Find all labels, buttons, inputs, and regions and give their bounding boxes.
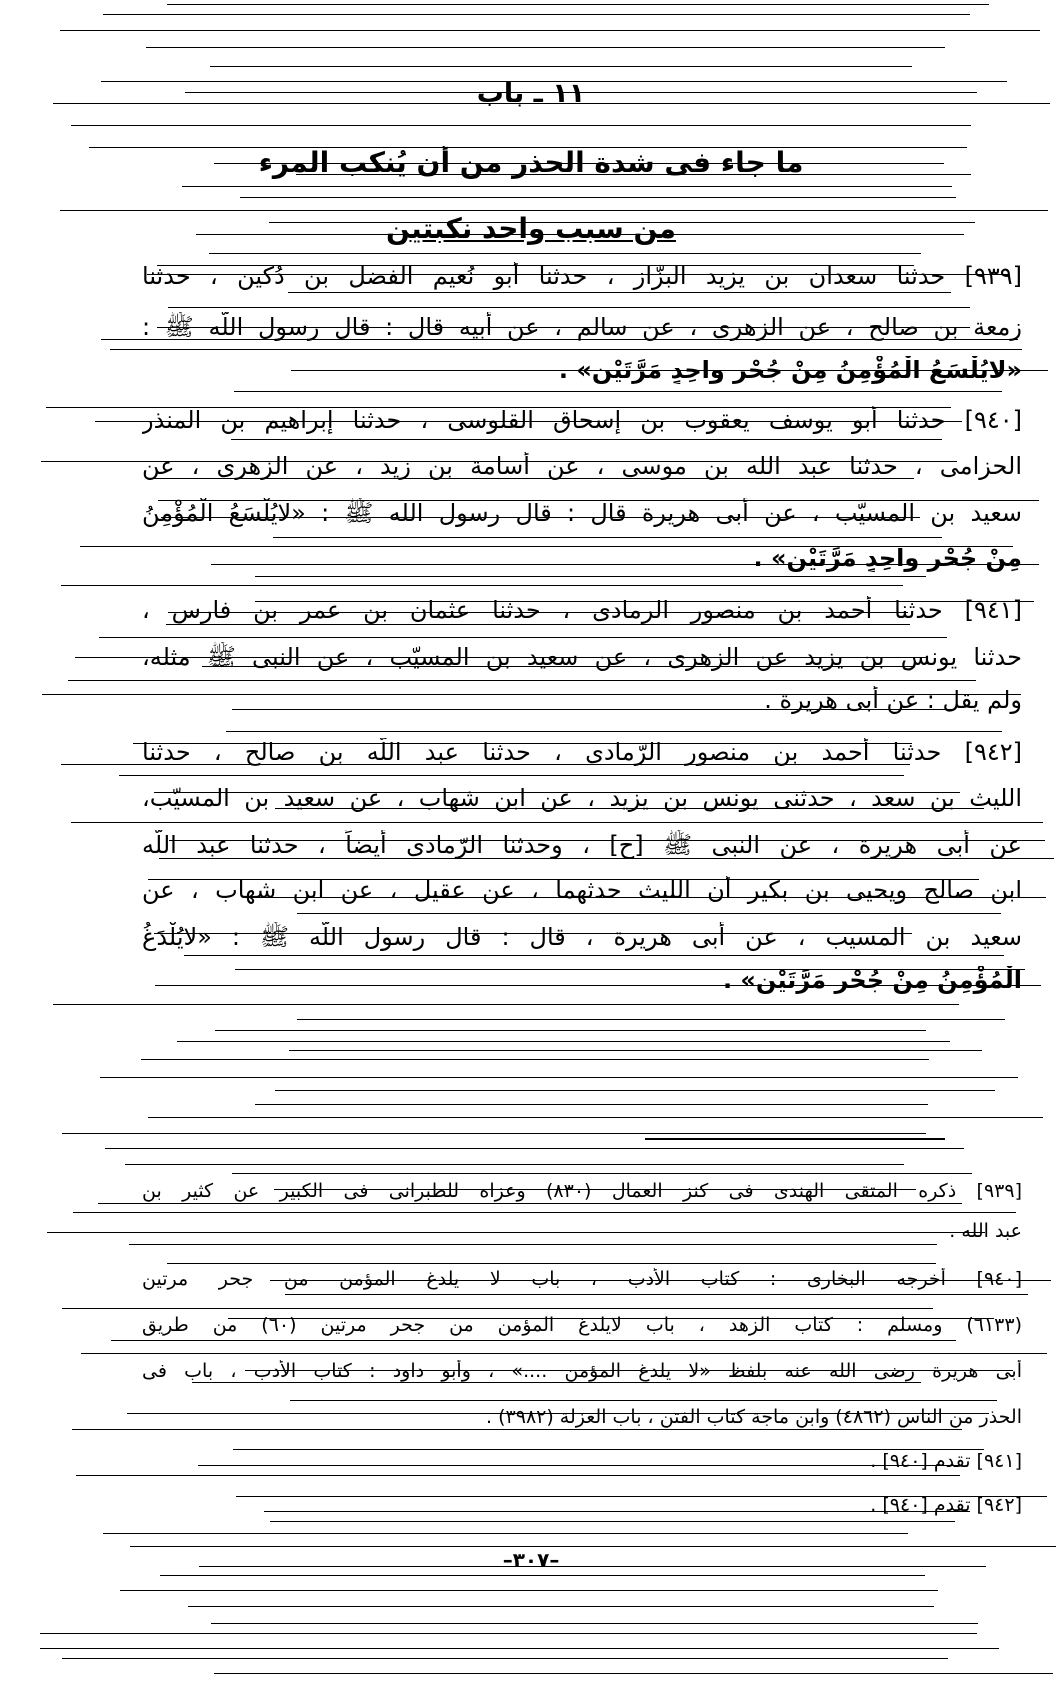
hadith-text-line: سعيد بن المسيّب ، عن أبى هريرة قال : قال رسول الله ﷺ : «لايُلْسَعُ الْمُؤْمِنُ (142, 499, 1022, 527)
footnote-line: [٩٣٩] ذكره المتقى الهندى فى كنز العمال (٨٣٠) وعزاه للطبرانى فى الكبير عن كثير بن (142, 1180, 1022, 1202)
chapter-heading: ١١ ـ باب (476, 78, 586, 109)
hadith-text-line: «لايُلْسَعُ الْمُؤْمِنُ مِنْ جُحْرٍ واحِدٍ مَرَّتَيْنِ» . (558, 356, 1022, 384)
hadith-text-line: الْمُؤْمِنُ مِنْ جُحْرٍ مَرَّتَيْنِ» . (722, 966, 1022, 994)
chapter-title-line: من سبب واحد نكبتين (385, 212, 677, 245)
page-number: –٣٠٧– (502, 1548, 560, 1572)
footnote-divider (645, 1138, 945, 1140)
hadith-text-line: سعيد بن المسيب ، عن أبى هريرة ، قال : قال رسول اللّه ﷺ : «لايُلْدَغُ (142, 923, 1022, 951)
footnote-line: [٩٤١] تقدم [٩٤٠] . (870, 1450, 1022, 1472)
footnote-line: أبى هريرة رضى الله عنه بلفظ «لا يلدغ المؤمن ....» ، وأبو داود : كتاب الأدب ، باب فى (142, 1360, 1022, 1382)
hadith-text-line: مِنْ جُحْرٍ واحِدٍ مَرَّتَيْنِ» . (753, 544, 1022, 572)
hadith-text-line: ولم يقل : عن أبى هريرة . (764, 686, 1022, 714)
footnote-line: الحذر من الناس (٤٨٦٢) وابن ماجة كتاب الفتن ، باب العزلة (٣٩٨٢) . (486, 1406, 1022, 1428)
hadith-text-line: حدثنا يونس بن يزيد عن الزهرى ، عن سعيد بن المسيّب ، عن النبى ﷺ مثله، (142, 643, 1022, 671)
footnote-line: [٩٤٢] تقدم [٩٤٠] . (870, 1494, 1022, 1516)
hadith-text-line: [٩٤٢] حدثنا أحمد بن منصور الرّمادى ، حدثنا عبد اللّه بن صالح ، حدثنا (142, 738, 1022, 766)
hadith-text-line: الحزامى ، حدثنا عبد الله بن موسى ، عن أسامة بن زيد ، عن الزهرى ، عن (142, 452, 1022, 480)
hadith-text-line: زمعة بن صالح ، عن الزهرى ، عن سالم ، عن أبيه قال : قال رسول اللّه ﷺ : (142, 313, 1022, 341)
hadith-text-line: [٩٣٩] حدثنا سعدان بن يزيد البزّاز ، حدثنا أبو نُعيم الفضل بن دُكين ، حدثنا (142, 262, 1022, 290)
hadith-text-line: [٩٤٠] حدثنا أبو يوسف يعقوب بن إسحاق القلوسى ، حدثنا إبراهيم بن المنذر (142, 406, 1022, 434)
hadith-text-line: الليث بن سعد ، حدثنى يونس بن يزيد ، عن ابن شهاب ، عن سعيد بن المسيّب، (142, 784, 1022, 812)
footnote-line: [٩٤٠] أخرجه البخارى : كتاب الأدب ، باب لا يلدغ المؤمن من جحر مرتين (142, 1268, 1022, 1290)
hadith-text-line: عن أبى هريرة ، عن النبى ﷺ [ح] ، وحدثنا الرّمادى أيضاً ، حدثنا عبد اللّه (142, 831, 1022, 859)
hadith-text-line: ابن صالح ويحيى بن بكير أن الليث حدثهما ، عن عقيل ، عن ابن شهاب ، عن (142, 876, 1022, 904)
footnote-line: (٦١٣٣) ومسلم : كتاب الزهد ، باب لايلدغ المؤمن من جحر مرتين (٦٠) من طريق (142, 1314, 1022, 1336)
hadith-text-line: [٩٤١] حدثنا أحمد بن منصور الرمادى ، حدثنا عثمان بن عمر بن فارس ، (142, 596, 1022, 624)
footnote-line: عبد الله . (949, 1220, 1022, 1242)
chapter-title-line: ما جاء فى شدة الحذر من أن يُنكب المرء (258, 146, 804, 179)
